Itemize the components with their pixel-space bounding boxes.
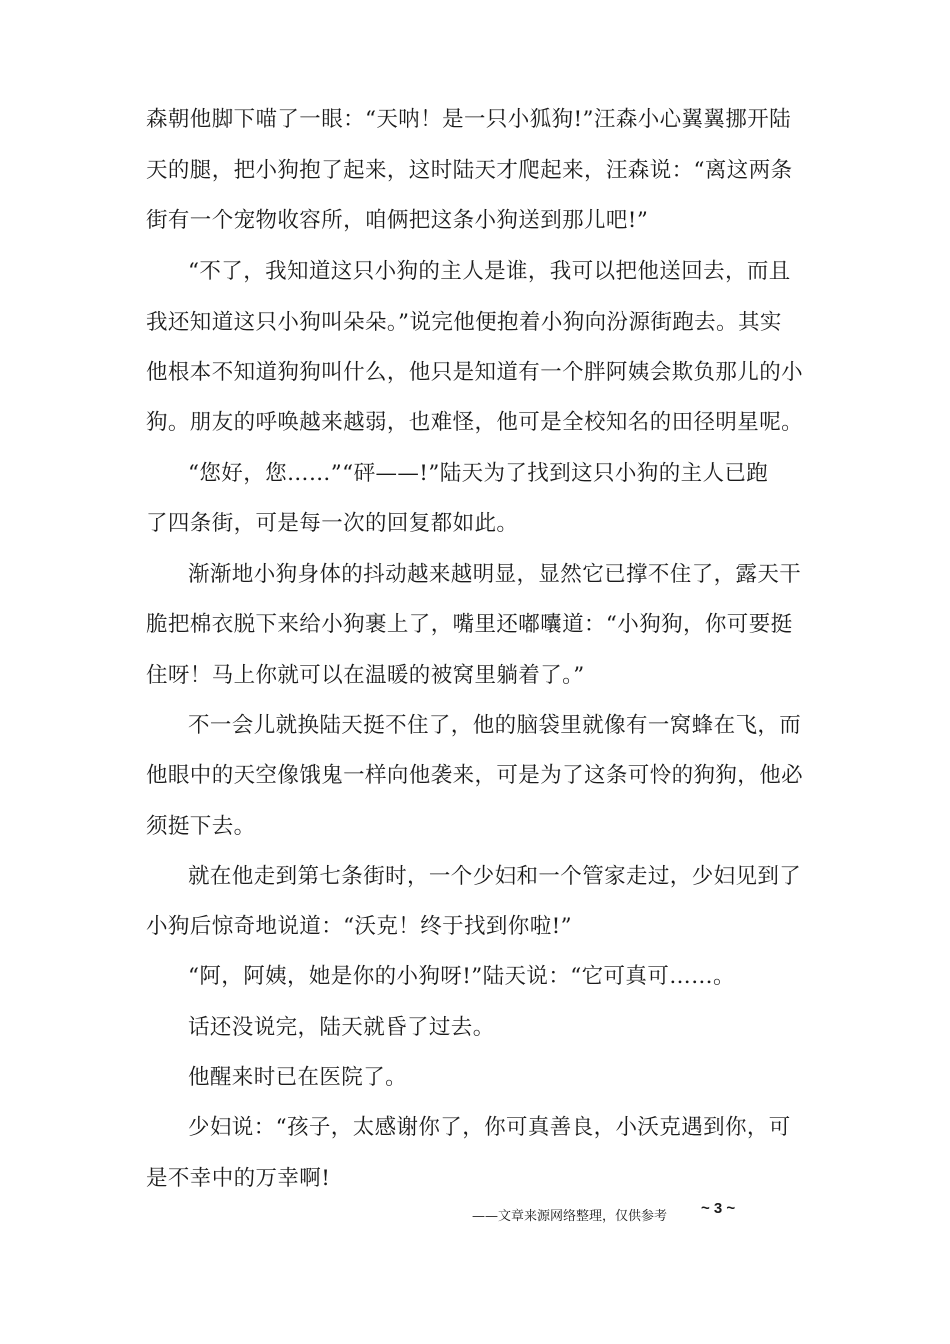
text-line: 小狗后惊奇地说道：“沃克！终于找到你啦!” (146, 914, 573, 939)
text-line: 天的腿，把小狗抱了起来，这时陆天才爬起来，汪森说：“离这两条 (146, 158, 793, 183)
text-line: 是不幸中的万幸啊! (146, 1166, 331, 1191)
footer-source-note: ——文章来源网络整理，仅供参考 (472, 1209, 668, 1224)
text-line: 狗。朋友的呼唤越来越弱，也难怪，他可是全校知名的田径明星呢。 (146, 410, 804, 435)
text-line: 他醒来时已在医院了。 (188, 1065, 408, 1090)
page-number: ~ 3 ~ (701, 1200, 736, 1217)
text-line: 他根本不知道狗狗叫什么，他只是知道有一个胖阿姨会欺负那儿的小 (146, 360, 804, 385)
text-line: 就在他走到第七条街时，一个少妇和一个管家走过，少妇见到了 (188, 864, 802, 889)
text-line: 话还没说完，陆天就昏了过去。 (188, 1015, 495, 1040)
text-line: 不一会儿就换陆天挺不住了，他的脑袋里就像有一窝蜂在飞，而 (188, 713, 802, 738)
text-line: 了四条街，可是每一次的回复都如此。 (146, 511, 519, 536)
text-line: 住呀！马上你就可以在温暖的被窝里躺着了。” (146, 663, 585, 688)
text-line: 他眼中的天空像饿鬼一样向他袭来，可是为了这条可怜的狗狗，他必 (146, 763, 804, 788)
text-line: “阿，阿姨，她是你的小狗呀!”陆天说：“它可真可……。 (188, 964, 735, 989)
text-line: 脆把棉衣脱下来给小狗裹上了，嘴里还嘟囔道：“小狗狗，你可要挺 (146, 612, 793, 637)
text-line: 少妇说：“孩子，太感谢你了，你可真善良，小沃克遇到你，可 (188, 1115, 791, 1140)
text-line: 须挺下去。 (146, 814, 256, 839)
text-line: 我还知道这只小狗叫朵朵。”说完他便抱着小狗向汾源街跑去。其实 (146, 310, 782, 335)
text-line: 渐渐地小狗身体的抖动越来越明显，显然它已撑不住了，露天干 (188, 562, 802, 587)
text-line: “不了，我知道这只小狗的主人是谁，我可以把他送回去，而且 (188, 259, 791, 284)
text-line: 森朝他脚下喵了一眼：“天呐！是一只小狐狗!”汪森小心翼翼挪开陆 (146, 107, 792, 132)
text-line: 街有一个宠物收容所，咱俩把这条小狗送到那儿吧!” (146, 208, 649, 233)
text-line: “您好，您……”“砰——!”陆天为了找到这只小狗的主人已跑 (188, 461, 769, 486)
